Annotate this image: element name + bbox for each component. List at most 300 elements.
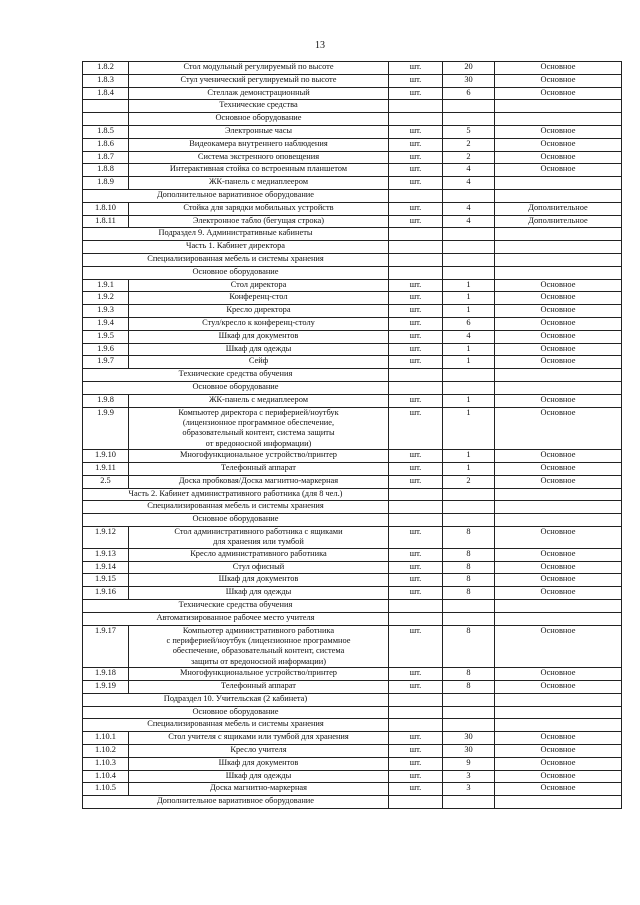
item-name [129,138,389,151]
item-name-line: Стеллаж демонстрационный [207,87,310,97]
item-name [129,526,389,548]
empty-cell [495,706,622,719]
item-name [129,177,389,190]
item-name [129,151,389,164]
empty-cell [443,514,495,527]
item-category: Основное [495,680,622,693]
item-name [129,744,389,757]
section-row [83,113,622,126]
item-quantity: 30 [443,732,495,745]
empty-cell [495,266,622,279]
equipment-table-body [83,62,622,809]
section-heading: Основное оборудование [129,113,389,126]
item-category: Основное [495,279,622,292]
item-name-line: Интерактивная стойка со встроенным планшетом [169,164,348,174]
item-number: 1.9.3 [83,305,129,318]
item-unit: шт. [389,87,443,100]
item-name [129,732,389,745]
item-name [129,317,389,330]
section-row [83,706,622,719]
item-quantity: 2 [443,475,495,488]
empty-cell [389,113,443,126]
empty-cell [443,719,495,732]
table-row [83,356,622,369]
empty-cell [443,100,495,113]
empty-cell [495,719,622,732]
table-row [83,292,622,305]
item-unit: шт. [389,164,443,177]
item-name [129,757,389,770]
item-name-line: Доска магнитно-маркерная [209,783,308,793]
item-name-line: Шкаф для одежды [225,343,292,353]
item-name-line: Стол административного работника с ящиками [174,526,343,536]
item-number: 1.9.12 [83,526,129,548]
item-category: Основное [495,548,622,561]
item-name [129,343,389,356]
item-name [129,561,389,574]
item-name-line: Конференц-стол [229,292,288,302]
item-name [129,394,389,407]
empty-cell [83,100,129,113]
table-row [83,87,622,100]
item-number: 1.9.14 [83,561,129,574]
table-row [83,74,622,87]
item-name-line: образовательный контент, система защиты [182,428,335,438]
item-quantity: 2 [443,138,495,151]
item-name-line: от вредоносной информации) [205,438,312,448]
item-category: Основное [495,138,622,151]
item-quantity: 1 [443,292,495,305]
item-unit: шт. [389,668,443,681]
item-quantity: 8 [443,561,495,574]
item-quantity: 4 [443,215,495,228]
item-name-line: Телефонный аппарат [221,680,296,690]
empty-cell [389,189,443,202]
item-number: 1.9.6 [83,343,129,356]
item-number: 1.9.11 [83,462,129,475]
item-category: Основное [495,770,622,783]
section-row [83,796,622,809]
section-heading: Технические средства [129,100,389,113]
item-name-line: Компьютер директора с периферией/ноутбук [178,407,339,417]
item-quantity: 3 [443,783,495,796]
item-unit: шт. [389,625,443,668]
table-row [83,394,622,407]
table-row [83,744,622,757]
item-number: 1.10.4 [83,770,129,783]
item-name-line: Стол учителя с ящиками или тумбой для хранения [168,732,349,742]
item-unit: шт. [389,394,443,407]
table-row [83,668,622,681]
item-category: Основное [495,164,622,177]
item-number: 1.9.10 [83,450,129,463]
empty-cell [495,488,622,501]
empty-cell [389,599,443,612]
item-name [129,125,389,138]
item-number: 1.9.16 [83,587,129,600]
empty-cell [443,796,495,809]
section-heading: Специализированная мебель и системы хранения [83,253,389,266]
item-category: Основное [495,87,622,100]
item-unit: шт. [389,292,443,305]
empty-cell [495,501,622,514]
item-number: 1.9.5 [83,330,129,343]
item-unit: шт. [389,343,443,356]
item-name [129,356,389,369]
item-quantity: 9 [443,757,495,770]
item-name-line: Шкаф для документов [218,757,299,767]
item-number: 1.9.7 [83,356,129,369]
item-unit: шт. [389,151,443,164]
item-quantity: 6 [443,87,495,100]
empty-cell [495,693,622,706]
item-unit: шт. [389,561,443,574]
item-name-line: обеспечение, образовательный контент, система [172,646,345,656]
item-unit: шт. [389,125,443,138]
empty-cell [389,612,443,625]
item-name-line: Доска пробковая/Доска магнитно-маркерная [178,475,339,485]
item-category: Основное [495,462,622,475]
item-name [129,215,389,228]
item-number: 1.8.8 [83,164,129,177]
item-name-line: Стол директора [230,279,287,289]
empty-cell [389,693,443,706]
item-name-line: Стойка для зарядки мобильных устройств [183,202,334,212]
empty-cell [443,706,495,719]
item-category: Основное [495,151,622,164]
item-quantity: 1 [443,462,495,475]
table-row [83,450,622,463]
item-number: 1.8.11 [83,215,129,228]
empty-cell [495,514,622,527]
item-unit: шт. [389,202,443,215]
empty-cell [495,189,622,202]
item-name [129,292,389,305]
table-row [83,164,622,177]
section-row [83,369,622,382]
item-unit: шт. [389,757,443,770]
item-name-line: ЖК-панель с медиаплеером [208,394,309,404]
empty-cell [495,241,622,254]
item-quantity: 4 [443,202,495,215]
item-unit: шт. [389,770,443,783]
item-name-line: (лицензионное программное обеспечение, [182,417,335,427]
empty-cell [389,253,443,266]
item-name [129,783,389,796]
item-unit: шт. [389,732,443,745]
item-name [129,587,389,600]
empty-cell [443,488,495,501]
item-quantity: 30 [443,744,495,757]
empty-cell [443,369,495,382]
table-row [83,574,622,587]
item-category: Основное [495,356,622,369]
table-row [83,680,622,693]
item-category: Основное [495,450,622,463]
empty-cell [495,228,622,241]
item-name-line: Стул/кресло к конференц-столу [202,317,315,327]
item-category: Основное [495,757,622,770]
item-unit: шт. [389,138,443,151]
item-category: Основное [495,587,622,600]
item-number: 1.10.1 [83,732,129,745]
item-number: 1.8.10 [83,202,129,215]
table-row [83,62,622,75]
item-number: 1.9.1 [83,279,129,292]
empty-cell [443,113,495,126]
section-row [83,599,622,612]
empty-cell [389,719,443,732]
item-category: Основное [495,783,622,796]
item-quantity: 8 [443,625,495,668]
table-row [83,462,622,475]
empty-cell [389,228,443,241]
item-category: Основное [495,343,622,356]
empty-cell [443,189,495,202]
item-category: Основное [495,526,622,548]
empty-cell [389,514,443,527]
item-number: 1.8.3 [83,74,129,87]
item-quantity: 20 [443,62,495,75]
item-category: Дополнительное [495,202,622,215]
table-row [83,215,622,228]
table-row [83,770,622,783]
item-name [129,462,389,475]
item-quantity: 1 [443,305,495,318]
section-row [83,253,622,266]
item-quantity: 1 [443,356,495,369]
item-number: 1.9.13 [83,548,129,561]
table-row [83,305,622,318]
item-unit: шт. [389,330,443,343]
equipment-table [82,61,622,809]
item-number: 1.8.2 [83,62,129,75]
section-row [83,228,622,241]
item-name [129,680,389,693]
item-quantity: 8 [443,526,495,548]
item-name-line: Кресло административного работника [190,548,327,558]
item-unit: шт. [389,450,443,463]
section-heading: Подраздел 10. Учительская (2 кабинета) [83,693,389,706]
empty-cell [443,253,495,266]
item-name [129,475,389,488]
item-name-line: Шкаф для документов [218,574,299,584]
item-category: Основное [495,394,622,407]
item-unit: шт. [389,177,443,190]
item-name [129,668,389,681]
item-unit: шт. [389,587,443,600]
item-name-line: Система экстренного оповещения [197,151,320,161]
item-name [129,62,389,75]
section-heading: Автоматизированное рабочее место учителя [83,612,389,625]
item-category: Основное [495,625,622,668]
table-row [83,548,622,561]
item-name [129,407,389,450]
item-quantity: 1 [443,394,495,407]
empty-cell [495,599,622,612]
table-row [83,125,622,138]
item-number: 1.10.3 [83,757,129,770]
item-name-line: Кресло учителя [230,744,287,754]
item-number: 1.8.9 [83,177,129,190]
item-name [129,450,389,463]
empty-cell [443,693,495,706]
item-quantity: 6 [443,317,495,330]
item-name [129,330,389,343]
item-quantity: 1 [443,279,495,292]
section-row [83,719,622,732]
item-name-line: Электронные часы [224,125,293,135]
item-name [129,74,389,87]
item-name-line: Стул офисный [232,561,285,571]
item-name [129,305,389,318]
item-name-line: Шкаф для одежды [225,770,292,780]
section-row [83,381,622,394]
item-category: Основное [495,125,622,138]
item-number: 1.9.8 [83,394,129,407]
section-row [83,693,622,706]
item-name-line: с периферией/ноутбук (лицензионное программное [166,635,351,645]
item-category: Дополнительное [495,215,622,228]
empty-cell [495,612,622,625]
item-name [129,279,389,292]
item-name-line: Компьютер административного работника [182,625,335,635]
empty-cell [443,228,495,241]
empty-cell [495,253,622,266]
empty-cell [443,599,495,612]
item-name [129,164,389,177]
item-name-line: Сейф [248,356,269,366]
empty-cell [389,796,443,809]
table-row [83,330,622,343]
page-number: 13 [315,40,325,51]
item-unit: шт. [389,305,443,318]
item-number: 1.9.19 [83,680,129,693]
item-number: 1.8.4 [83,87,129,100]
item-category: Основное [495,74,622,87]
item-quantity: 1 [443,343,495,356]
empty-cell [443,266,495,279]
item-unit: шт. [389,356,443,369]
empty-cell [443,241,495,254]
section-heading: Технические средства обучения [83,369,389,382]
item-category: Основное [495,574,622,587]
empty-cell [389,100,443,113]
item-category: Основное [495,305,622,318]
table-row [83,138,622,151]
item-name-line: Многофункциональное устройство/принтер [179,450,337,460]
table-row [83,561,622,574]
item-category: Основное [495,317,622,330]
item-quantity: 1 [443,450,495,463]
item-unit: шт. [389,475,443,488]
item-quantity: 8 [443,668,495,681]
item-unit: шт. [389,279,443,292]
item-quantity: 8 [443,548,495,561]
item-name-line: Телефонный аппарат [221,462,296,472]
section-heading: Подраздел 9. Административные кабинеты [83,228,389,241]
item-name-line: Электронное табло (бегущая строка) [192,215,325,225]
section-row [83,189,622,202]
item-category: Основное [495,732,622,745]
item-name [129,574,389,587]
item-unit: шт. [389,407,443,450]
item-name-line: Шкаф для документов [218,330,299,340]
item-quantity: 4 [443,330,495,343]
empty-cell [443,381,495,394]
item-category: Основное [495,668,622,681]
item-unit: шт. [389,462,443,475]
item-name-line: защиты от вредоносной информации) [190,656,327,666]
item-number: 1.9.17 [83,625,129,668]
item-quantity: 8 [443,680,495,693]
item-number: 2.5 [83,475,129,488]
section-heading: Основное оборудование [83,266,389,279]
empty-cell [389,501,443,514]
item-number: 1.10.2 [83,744,129,757]
item-number: 1.9.4 [83,317,129,330]
empty-cell [495,381,622,394]
section-row [83,266,622,279]
empty-cell [495,369,622,382]
item-unit: шт. [389,215,443,228]
item-number: 1.9.9 [83,407,129,450]
empty-cell [443,612,495,625]
item-quantity: 5 [443,125,495,138]
section-heading: Дополнительное вариативное оборудование [83,796,389,809]
item-quantity: 2 [443,151,495,164]
item-name [129,548,389,561]
section-row [83,514,622,527]
item-category: Основное [495,62,622,75]
empty-cell [389,241,443,254]
item-quantity: 3 [443,770,495,783]
item-name-line: Стул ученический регулируемый по высоте [180,74,337,84]
section-row [83,488,622,501]
item-category: Основное [495,407,622,450]
table-row [83,317,622,330]
section-row [83,612,622,625]
item-unit: шт. [389,62,443,75]
table-row [83,151,622,164]
section-heading: Технические средства обучения [83,599,389,612]
item-quantity: 8 [443,587,495,600]
section-row [83,241,622,254]
empty-cell [389,381,443,394]
item-name-line: Кресло директора [226,305,291,315]
table-row [83,783,622,796]
item-unit: шт. [389,744,443,757]
table-row [83,526,622,548]
item-name-line: для хранения или тумбой [213,537,304,547]
empty-cell [495,100,622,113]
item-unit: шт. [389,526,443,548]
item-category: Основное [495,292,622,305]
item-number: 1.8.7 [83,151,129,164]
item-category: Основное [495,475,622,488]
table-row [83,202,622,215]
item-category: Основное [495,744,622,757]
item-unit: шт. [389,574,443,587]
item-unit: шт. [389,317,443,330]
item-name-line: Видеокамера внутреннего наблюдения [189,138,328,148]
item-category: Основное [495,330,622,343]
item-unit: шт. [389,74,443,87]
item-number: 1.9.15 [83,574,129,587]
item-quantity: 1 [443,407,495,450]
table-row [83,177,622,190]
item-category: Основное [495,561,622,574]
